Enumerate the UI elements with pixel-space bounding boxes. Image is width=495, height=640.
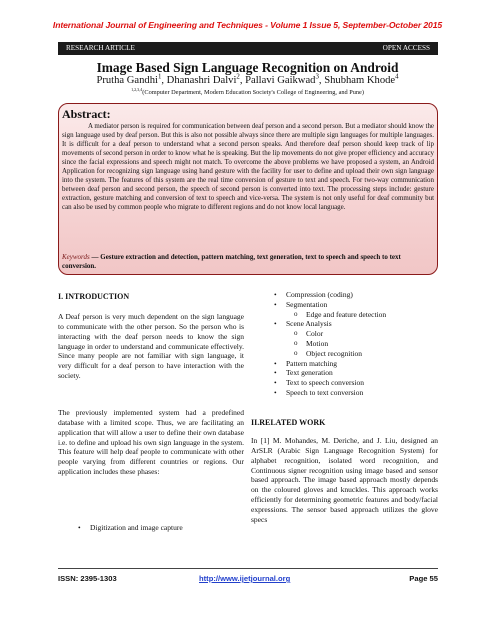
phase-list bbox=[262, 290, 442, 398]
abstract-text: A mediator person is required for communication between deaf person and a second person. But a mediator should know the sign language used by deaf person. But this is also not possible always since there are multiple sign languages for multiple languages. It is difficult for a deaf person to understand what a second person speaks. And therefore deaf person should keep track of lip movements of second person in order to know what he is speaking. But the lip movements do not give proper efficiency and accuracy since the facial expressions and speech might not match. To overcome the above problems we have proposed a system, an Android Application for recognizing sign language using hand gesture with the facility for user to define and upload their own sign language into the system. The features of this system are the real time conversion of gesture to text and speech. For two-way communication between deaf person and second person, the speech of second person is converted into text. The processing steps include: gesture extraction, gesture matching and conversion of text to speech and vice-versa. The system is not only useful for deaf community but can also be used by common people who migrate to different regions and do not know local language. bbox=[62, 122, 435, 212]
author-affil-mark: 4 bbox=[395, 73, 399, 81]
list-item: • Text generation bbox=[274, 368, 442, 378]
sub-list-item: o Color bbox=[274, 329, 442, 339]
author-name: Prutha Gandhi bbox=[96, 75, 158, 86]
open-access-label: OPEN ACCESS bbox=[382, 44, 430, 52]
sub-list-item: o Edge and feature detection bbox=[274, 310, 442, 320]
intro-paragraph-2: The previously implemented system had a predefined database with a limited scope. Thus, we are facilitating an application that will allow a user to define their own database i.e. to define and upload his own sign language in the system. This feature will help deaf people to communicate with other people varying from different countries or regions. Our application includes these phases: bbox=[58, 408, 244, 477]
author-affil-mark: 3 bbox=[315, 73, 319, 81]
list-item: • Segmentation bbox=[274, 300, 442, 310]
research-article-label: RESEARCH ARTICLE bbox=[66, 44, 135, 52]
author-name: Shubham Khode bbox=[324, 75, 396, 86]
list-item: • Pattern matching bbox=[274, 359, 442, 369]
list-item: • Digitization and image capture bbox=[78, 523, 248, 533]
issn: ISSN: 2395-1303 bbox=[58, 574, 117, 583]
intro-paragraph-1: A Deaf person is very much dependent on the sign language to communicate with the other person. So the person who is interacting with the deaf person needs to know the sign language in order to understand and communicate effectively. Since many people are not familiar with sign language, it very difficult for a deaf person to have interaction with the society. bbox=[58, 312, 244, 381]
keywords-label: Keywords bbox=[62, 253, 90, 261]
paper-title: Image Based Sign Language Recognition on Android bbox=[96, 60, 399, 75]
author-affil-mark: 1 bbox=[157, 73, 162, 81]
journal-url-link[interactable] bbox=[199, 574, 290, 583]
sub-list-item: o Object recognition bbox=[274, 349, 442, 359]
journal-url[interactable]: http://www.ijetjournal.org bbox=[199, 574, 291, 583]
affiliation bbox=[0, 86, 495, 96]
keywords-text: — Gesture extraction and detection, pattern matching, text generation, text to speech and speech to text conversion. bbox=[62, 253, 401, 270]
list-item: • Text to speech conversion bbox=[274, 378, 442, 388]
article-type-bar bbox=[58, 42, 438, 55]
keywords bbox=[62, 253, 434, 271]
list-item: • Speech to text conversion bbox=[274, 388, 442, 398]
phase-list-start bbox=[78, 523, 248, 533]
page-number: Page 55 bbox=[409, 574, 438, 583]
author-affil-mark: 2 bbox=[236, 73, 240, 81]
section-heading-related-work: II.RELATED WORK bbox=[251, 418, 326, 427]
footer-divider bbox=[58, 568, 438, 569]
author-list: Prutha Gandhi$^1$, Dhanashri Dalvi$^2$, Pallavi Gaikwad$^3$, Shubham Khode$^4$ bbox=[96, 73, 399, 86]
related-work-paragraph: In [1] M. Mohandes, M. Deriche, and J. Liu, designed an ArSLR (Arabic Sign Language Recognition System) for alphabet recognition, isolated word recognition, and Continuous signer recognition using image based and sensor based approach. The image based approach mostly depends on the coloured gloves and knuckles. This approach works efficiently for determining geometric features and body/facial expressions. The sensor based approach utilizes the glove specs bbox=[251, 436, 438, 524]
author-name: Dhanashri Dalvi bbox=[166, 75, 237, 86]
affiliation-text: (Computer Department, Modern Education Society's College of Engineering, and Pune) bbox=[142, 89, 364, 96]
list-item: • Compression (coding) bbox=[274, 290, 442, 300]
section-heading-introduction: I. INTRODUCTION bbox=[58, 292, 130, 301]
author-name: Pallavi Gaikwad bbox=[245, 75, 316, 86]
abstract-heading: Abstract: bbox=[62, 107, 111, 121]
affiliation-mark: 1,2,3,4 bbox=[131, 86, 143, 92]
journal-header: International Journal of Engineering and Techniques - Volume 1 Issue 5, September-October 2015 bbox=[52, 20, 443, 30]
sub-list-item: o Motion bbox=[274, 339, 442, 349]
list-item: • Scene Analysis bbox=[274, 319, 442, 329]
